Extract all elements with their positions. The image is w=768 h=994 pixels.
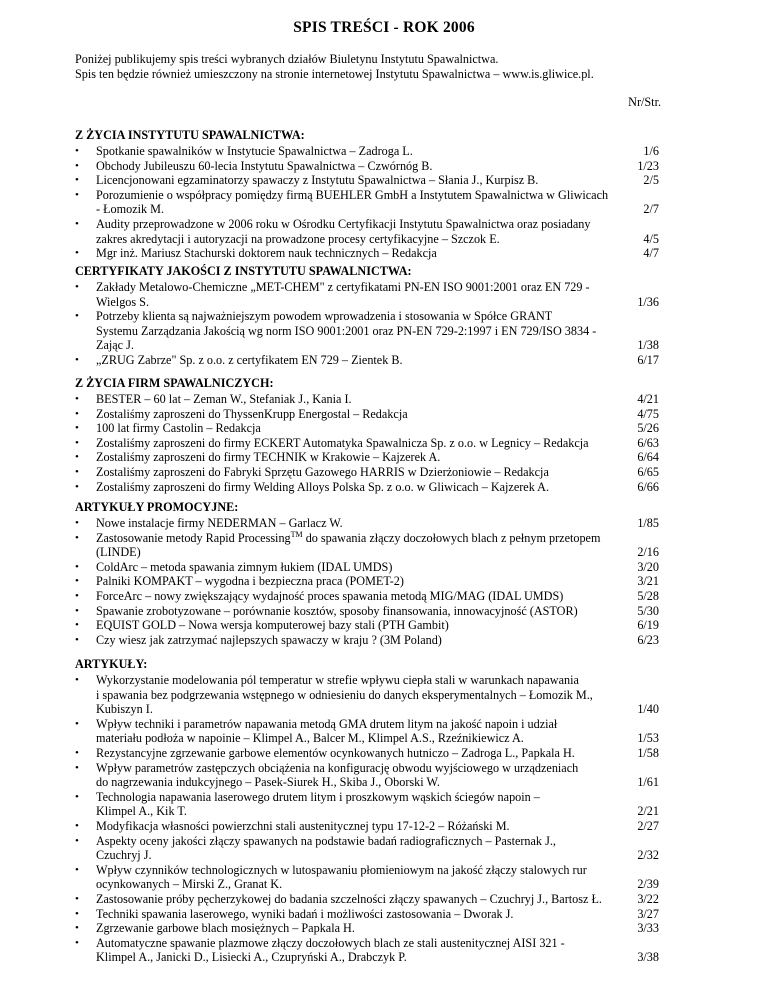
entry-title: Zostaliśmy zaproszeni do Fabryki Sprzętu Gazowego HARRIS w Dzierżoniowie – Redakcja [96,464,549,479]
bullet-icon: • [75,531,79,544]
trademark-superscript: TM [290,529,303,539]
entry-page-number: 3/33 [637,921,659,936]
toc-section [75,657,659,965]
entry-page-number: 2/5 [643,173,659,188]
bullet-icon: • [75,746,79,759]
bullet-icon: • [75,819,79,832]
toc-entry [75,187,659,217]
bullet-icon: • [75,834,79,847]
toc-entry [75,246,659,261]
bullet-icon: • [75,907,79,920]
entry-page-number: 4/75 [637,406,659,421]
entry-title: Technologia napawania laserowego drutem litym i proszkowym wąskich ściegów napoin – Klimpel A., Kik T. [96,789,540,819]
toc-entry [75,173,659,188]
entry-title: Zostaliśmy zaproszeni do firmy Welding Alloys Polska Sp. z o.o. w Gliwicach – Kajzerek A. [96,479,550,494]
bullet-icon: • [75,393,79,405]
section-heading: ARTYKUŁY PROMOCYJNE: [75,500,239,514]
toc-entry [75,935,659,965]
entry-title: Wpływ techniki i parametrów napawania metodą GMA drutem litym na jakość napoin i udział materiału podłoża w napoinie – Klimpel A., Balcer M., Klimpel A.S., Rzeźnikiewicz A. [96,716,558,746]
entry-page-number: 4/5 [643,231,659,246]
entry-page-number: 2/16 [637,545,659,560]
entry-page-number: 4/7 [643,246,659,261]
entry-title: Potrzeby klienta są najważniejszym powodem wprowadzenia i stosowania w Spółce GRANT Systemu Zarządzania Jakością wg norm ISO 9001:2001 oraz PN-EN 729-2:1997 i EN 729/ISO 3834 - Zając J. [96,309,597,353]
bullet-icon: • [75,674,79,686]
toc-entry [75,833,659,863]
entry-page-number: 2/21 [637,804,659,819]
entry-title: Zostaliśmy zaproszeni do firmy ECKERT Automatyka Spawalnicza Sp. z o.o. w Legnicy – Redakcja [96,435,589,450]
entry-page-number: 6/19 [637,618,659,633]
bullet-icon: • [75,761,79,774]
toc-entry [75,516,659,531]
entry-page-number: 3/20 [637,559,659,574]
bullet-icon: • [75,174,79,187]
entry-title: Zastosowanie metody Rapid Processing™ do spawania złączy doczołowych blach z pełnym przetopem (LINDE) [96,529,601,560]
bullet-icon: • [75,863,79,876]
toc-entry [75,818,659,834]
toc-entry [75,716,659,746]
entry-page-number: 6/17 [637,352,659,367]
bullet-icon: • [75,159,79,172]
toc-entry [75,906,659,922]
entry-title: Modyfikacja własności powierzchni stali austenitycznej typu 17-12-2 – Różański M. [96,818,510,833]
entry-title: Zostaliśmy zaproszeni do firmy TECHNIK w Krakowie – Kajzerek A. [96,450,441,465]
entry-page-number: 1/58 [637,745,659,760]
toc-entry [75,588,659,604]
entry-page-number: 1/61 [637,775,659,790]
toc-entry [75,421,659,436]
page-number-column-header: Nr/Str. [628,95,661,109]
entry-page-number: 2/7 [643,202,659,217]
entry-title: Porozumienie o współpracy pomiędzy firmą BUEHLER GmbH a Instytutem Spawalnictwa w Gliwicach - Łomozik M. [96,187,609,217]
entry-title: Wpływ czynników technologicznych w lutospawaniu płomieniowym na jakość złączy stalowych rur ocynkowanych – Mirski Z., Granat K. [96,862,587,892]
bullet-icon: • [75,717,79,730]
toc-entry [75,406,659,422]
entry-page-number: 2/27 [637,818,659,833]
entry-page-number: 1/36 [637,294,659,309]
entry-page-number: 5/28 [637,588,659,603]
entry-title: ColdArc – metoda spawania zimnym łukiem (IDAL UMDS) [96,559,393,574]
bullet-icon: • [75,575,79,588]
entry-title: Audity przeprowadzone w 2006 roku w Ośrodku Certyfikacji Instytutu Spawalnictwa oraz posiadany zakres akredytacji i autoryzacji na prowadzone procesy certyfikacyjne – Szczok E. [96,216,591,246]
toc-entry [75,352,659,368]
toc-entry [75,673,659,717]
entry-title: Mgr inż. Mariusz Stachurski doktorem nauk technicznych – Redakcja [96,246,437,261]
toc-entry [75,574,659,589]
entry-title: Rezystancyjne zgrzewanie garbowe elementów ocynkowanych hutniczo – Zadroga L., Papkala H. [96,745,575,760]
entry-page-number: 6/65 [637,464,659,479]
toc-entry [75,464,659,480]
bullet-icon: • [75,560,79,573]
entry-title: „ZRUG Zabrze" Sp. z o.o. z certyfikatem EN 729 – Zientek B. [96,352,403,367]
toc-entry [75,392,659,407]
toc-section [75,264,659,368]
entry-page-number: 6/23 [637,632,659,647]
entry-title: Zakłady Metalowo-Chemiczne „MET-CHEM" z certyfikatami PN-EN ISO 9001:2001 oraz EN 729 - Wielgos S. [96,280,590,309]
toc-entry [75,603,659,619]
bullet-icon: • [75,936,79,949]
entry-title: Zgrzewanie garbowe blach mosiężnych – Papkala H. [96,921,355,936]
toc-section [75,128,659,261]
toc-entry [75,450,659,465]
entry-title: Spotkanie spawalników w Instytucie Spawalnictwa – Zadroga L. [96,144,413,158]
entry-page-number: 1/6 [643,144,659,158]
toc-entry [75,435,659,451]
entry-page-number: 6/66 [637,479,659,494]
toc-entry [75,789,659,819]
bullet-icon: • [75,633,79,646]
entry-title: Techniki spawania laserowego, wyniki badań i możliwości zastosowania – Dworak J. [96,906,514,921]
entry-title: Wykorzystanie modelowania pól temperatur w strefie wpływu ciepła stali w warunkach napawania i spawania bez podgrzewania wstępnego w odniesieniu do danych eksperymentalnych – Łomozik M., Kubiszyn I. [96,673,593,717]
bullet-icon: • [75,619,79,632]
bullet-icon: • [75,604,79,617]
toc-entry [75,760,659,790]
bullet-icon: • [75,480,79,493]
entry-title: BESTER – 60 lat – Zeman W., Stefaniak J., Kania I. [96,392,352,406]
entry-page-number: 1/23 [637,158,659,173]
bullet-icon: • [75,892,79,905]
bullet-icon: • [75,422,79,435]
toc-entry [75,479,659,495]
toc-section [75,500,659,647]
bullet-icon: • [75,790,79,803]
intro-paragraph [75,52,594,82]
toc-entry [75,158,659,174]
entry-page-number: 6/63 [637,435,659,450]
bullet-icon: • [75,589,79,602]
bullet-icon: • [75,922,79,935]
entry-title: Automatyczne spawanie plazmowe złączy doczołowych blach ze stali austenitycznej AISI 321 - Klimpel A., Janicki D., Lisiecki A., Czupryński A., Drabczyk P. [96,935,565,965]
bullet-icon: • [75,517,79,529]
entry-title: 100 lat firmy Castolin – Redakcja [96,421,261,436]
entry-page-number: 1/38 [637,338,659,353]
bullet-icon: • [75,353,79,366]
entry-page-number: 5/30 [637,603,659,618]
bullet-icon: • [75,217,79,230]
bullet-icon: • [75,465,79,478]
section-heading: Z ŻYCIA FIRM SPAWALNICZYCH: [75,376,274,390]
entry-page-number: 3/22 [637,891,659,906]
bullet-icon: • [75,407,79,420]
entry-page-number: 2/32 [637,848,659,863]
entry-title: Wpływ parametrów zastępczych obciążenia na konfigurację obwodu wyjściowego w urządzeniach do nagrzewania indukcyjnego – Pasek-Siurek H., Skiba J., Oborski W. [96,760,579,790]
bullet-icon: • [75,451,79,464]
toc-entry [75,559,659,575]
entry-title: Palniki KOMPAKT – wygodna i bezpieczna praca (POMET-2) [96,574,404,589]
entry-title: Obchody Jubileuszu 60-lecia Instytutu Spawalnictwa – Czwórnóg B. [96,158,433,173]
toc-entry [75,216,659,246]
toc-entry [75,862,659,892]
entry-page-number: 2/39 [637,877,659,892]
toc-entry [75,891,659,907]
entry-title: Nowe instalacje firmy NEDERMAN – Garlacz W. [96,516,343,530]
entry-title: Zostaliśmy zaproszeni do ThyssenKrupp Energostal – Redakcja [96,406,408,421]
toc-entry [75,309,659,353]
entry-page-number: 6/64 [637,450,659,465]
toc-section [75,376,659,494]
entry-page-number: 1/53 [637,731,659,746]
intro-line: Poniżej publikujemy spis treści wybranych działów Biuletynu Instytutu Spawalnictwa. [75,52,499,66]
section-heading: ARTYKUŁY: [75,657,148,671]
entry-title: Zastosowanie próby pęcherzykowej do badania szczelności złączy spawanych – Czuchryj J., Bartosz Ł. [96,891,602,906]
entry-page-number: 1/85 [637,516,659,530]
intro-line: Spis ten będzie również umieszczony na stronie internetowej Instytutu Spawalnictwa – www.is.gliwice.pl. [75,67,594,81]
bullet-icon: • [75,436,79,449]
bullet-icon: • [75,310,79,323]
section-heading: Z ŻYCIA INSTYTUTU SPAWALNICTWA: [75,128,305,142]
entry-title: EQUIST GOLD – Nowa wersja komputerowej bazy stali (PTH Gambit) [96,618,449,633]
entry-title: Aspekty oceny jakości złączy spawanych na podstawie badań radiograficznych – Pasternak J., Czuchryj J. [96,833,556,863]
entry-page-number: 1/40 [637,702,659,717]
entry-page-number: 3/21 [637,574,659,589]
toc-entry [75,921,659,936]
toc-entry [75,632,659,648]
entry-page-number: 3/38 [637,950,659,965]
entry-page-number: 3/27 [637,906,659,921]
bullet-icon: • [75,247,79,260]
entry-title: Spawanie zrobotyzowane – porównanie kosztów, sposoby finansowania, innowacyjność (ASTOR) [96,603,578,618]
toc-entry [75,144,659,159]
toc-entry [75,280,659,309]
section-heading: CERTYFIKATY JAKOŚCI Z INSTYTUTU SPAWALNICTWA: [75,264,412,278]
toc-entry [75,529,659,560]
entry-title: Czy wiesz jak zatrzymać najlepszych spawaczy w kraju ? (3M Poland) [96,632,442,647]
entry-page-number: 5/26 [637,421,659,436]
bullet-icon: • [75,281,79,293]
bullet-icon: • [75,145,79,157]
entry-page-number: 4/21 [637,392,659,406]
toc-entry [75,618,659,633]
bullet-icon: • [75,188,79,201]
page-title: SPIS TREŚCI - ROK 2006 [293,19,475,36]
toc-entry [75,745,659,761]
entry-title: ForceArc – nowy zwiększający wydajność proces spawania metodą MIG/MAG (IDAL UMDS) [96,588,564,603]
entry-title: Licencjonowani egzaminatorzy spawaczy z Instytutu Spawalnictwa – Słania J., Kurpisz B. [96,173,539,188]
